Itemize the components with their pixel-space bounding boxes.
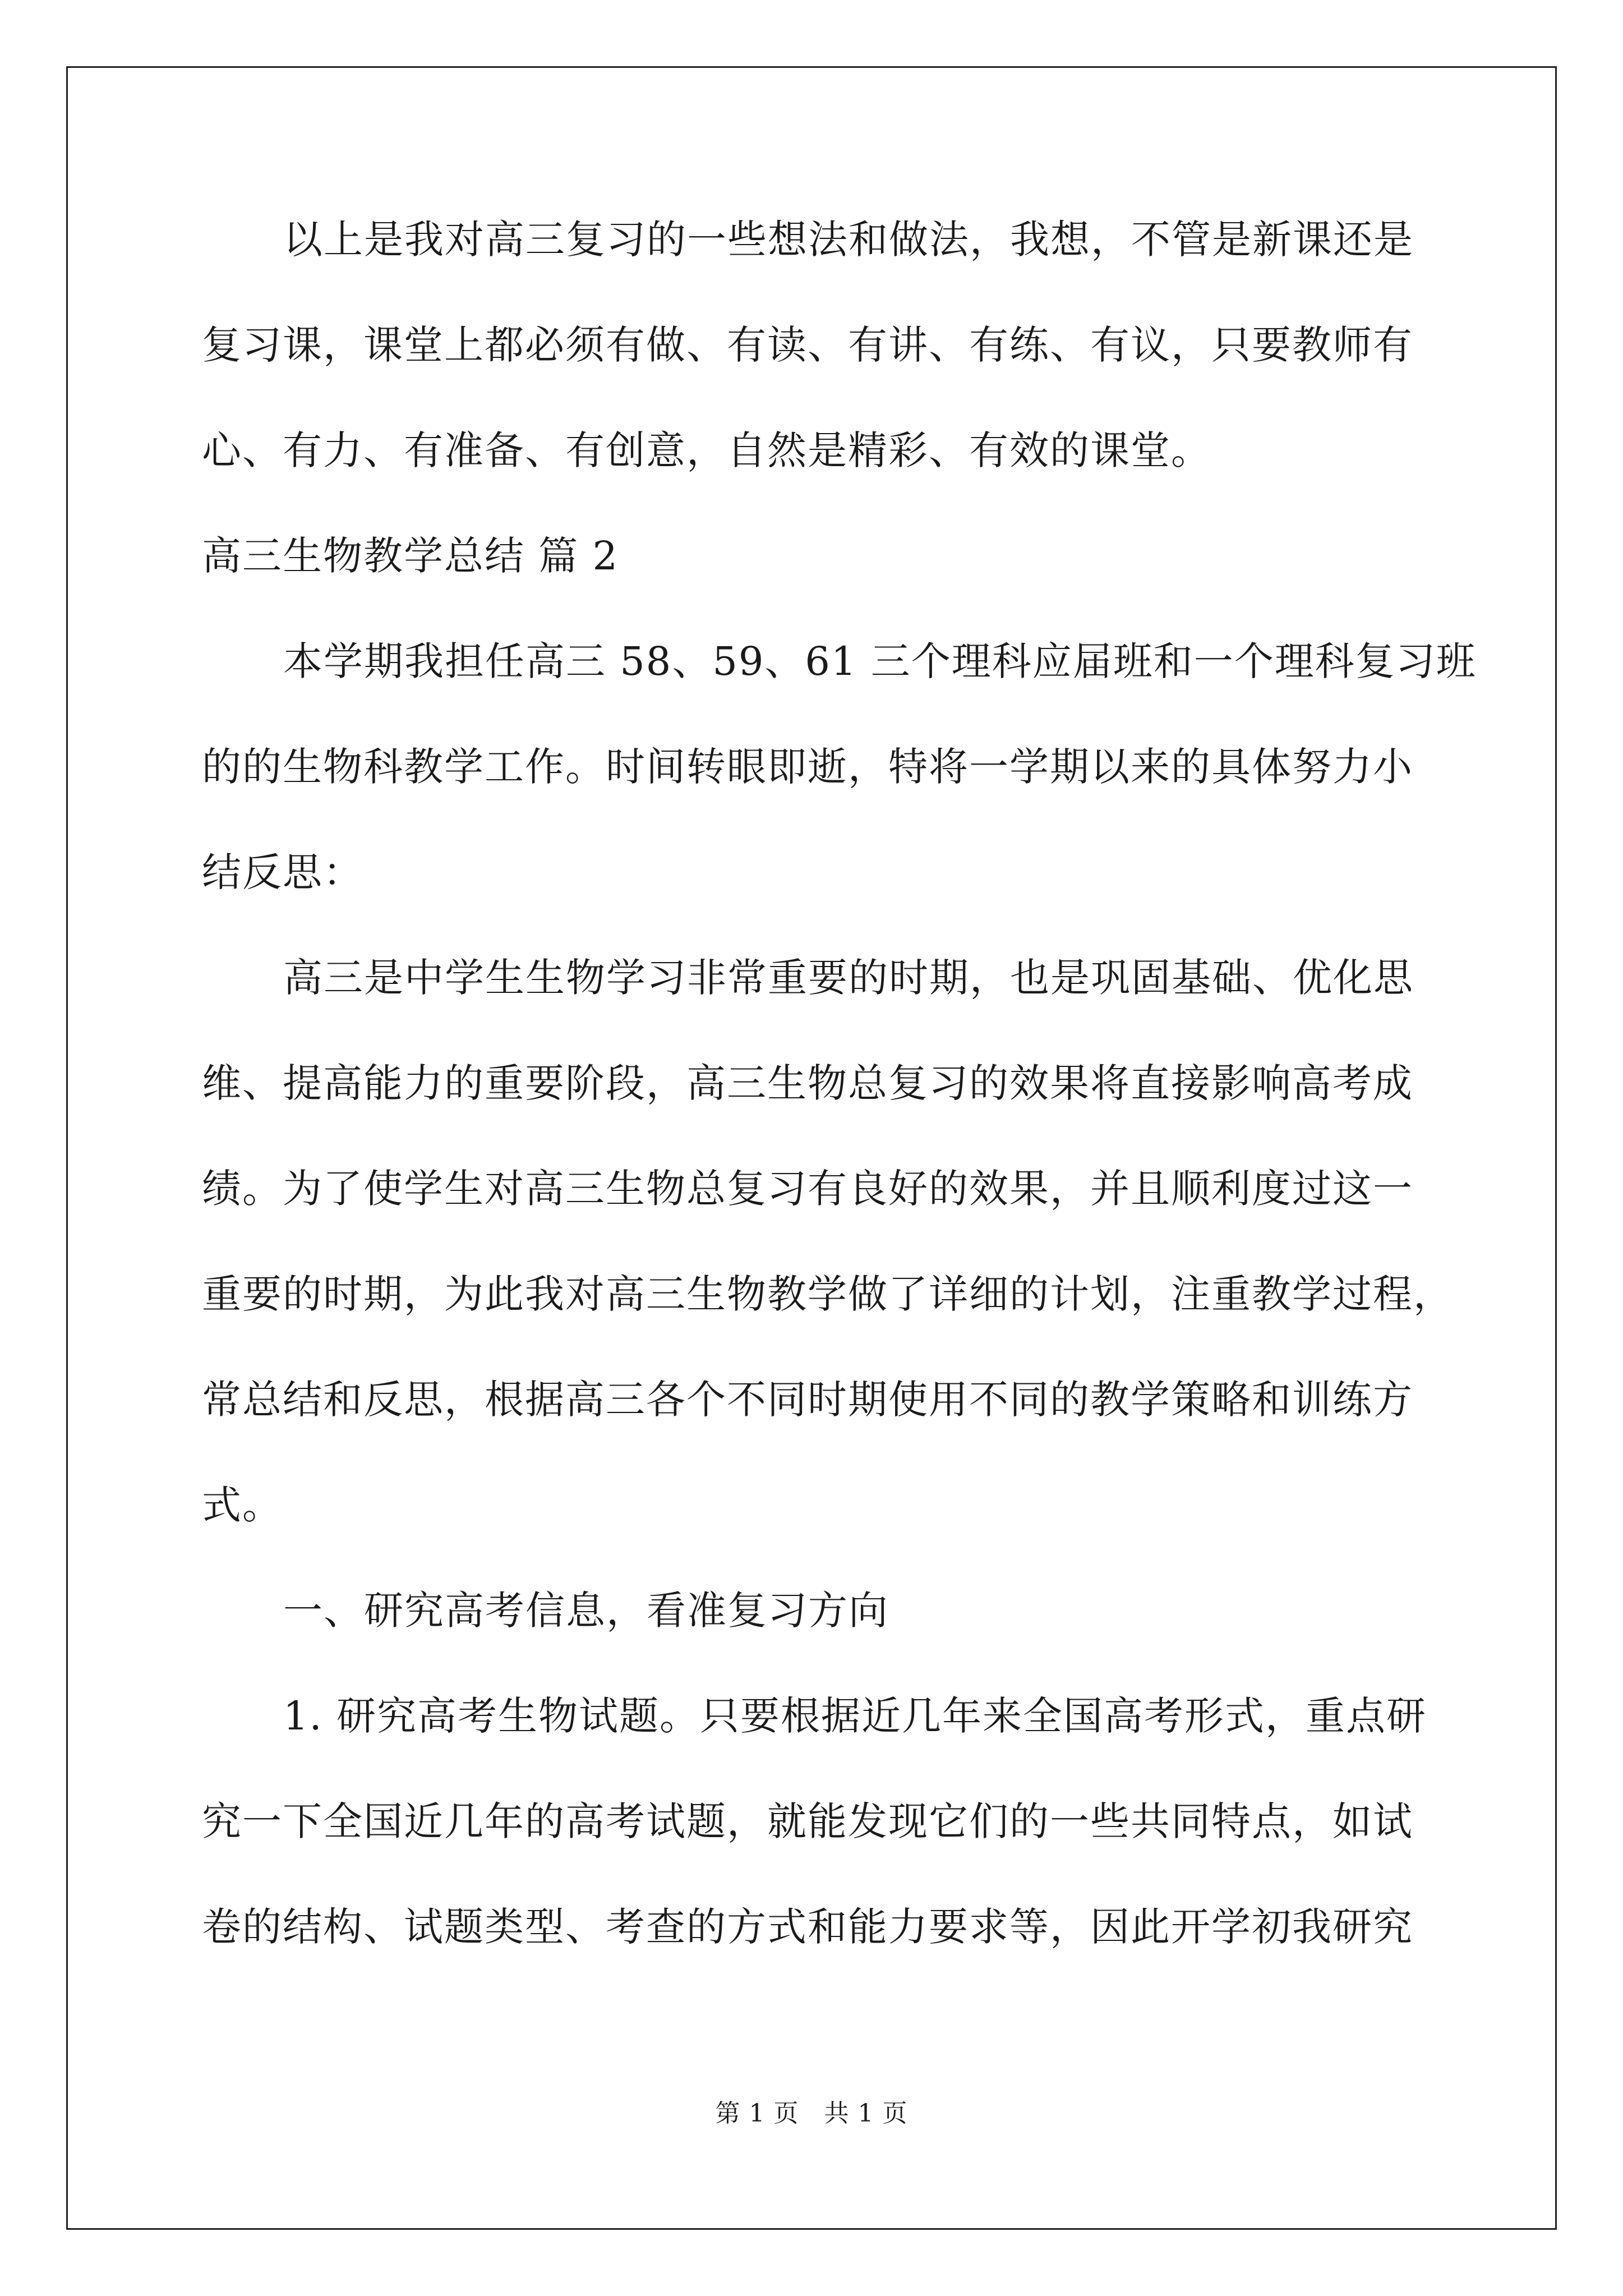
page-footer: 第 1 页 共 1 页	[715, 2099, 908, 2128]
paragraph-line: 维、提高能力的重要阶段，高三生物总复习的效果将直接影响高考成	[202, 1060, 1413, 1106]
paragraph-line: 究一下全国近几年的高考试题，就能发现它们的一些共同特点，如试	[202, 1798, 1413, 1844]
paragraph-line: 本学期我担任高三 58、59、61 三个理科应届班和一个理科复习班	[283, 638, 1477, 684]
subsection-heading: 一、研究高考信息，看准复习方向	[283, 1588, 889, 1634]
paragraph-line: 心、有力、有准备、有创意，自然是精彩、有效的课堂。	[202, 427, 1211, 473]
paragraph-line: 绩。为了使学生对高三生物总复习有良好的效果，并且顺利度过这一	[202, 1166, 1413, 1212]
paragraph-line: 常总结和反思，根据高三各个不同时期使用不同的教学策略和训练方	[202, 1377, 1413, 1423]
paragraph-line: 以上是我对高三复习的一些想法和做法，我想，不管是新课还是	[283, 217, 1414, 263]
paragraph-line: 式。	[202, 1482, 283, 1528]
section-heading: 高三生物教学总结 篇 2	[202, 533, 619, 579]
paragraph-line: 1. 研究高考生物试题。只要根据近几年来全国高考形式，重点研	[283, 1693, 1427, 1739]
paragraph-line: 卷的结构、试题类型、考查的方式和能力要求等，因此开学初我研究	[202, 1904, 1413, 1950]
paragraph-line: 重要的时期，为此我对高三生物教学做了详细的计划，注重教学过程，	[202, 1271, 1454, 1317]
paragraph-line: 高三是中学生生物学习非常重要的时期，也是巩固基础、优化思	[283, 955, 1414, 1001]
paragraph-line: 结反思：	[202, 849, 363, 895]
paragraph-line: 的的生物科教学工作。时间转眼即逝，特将一学期以来的具体努力小	[202, 744, 1413, 790]
paragraph-line: 复习课，课堂上都必须有做、有读、有讲、有练、有议，只要教师有	[202, 322, 1413, 368]
